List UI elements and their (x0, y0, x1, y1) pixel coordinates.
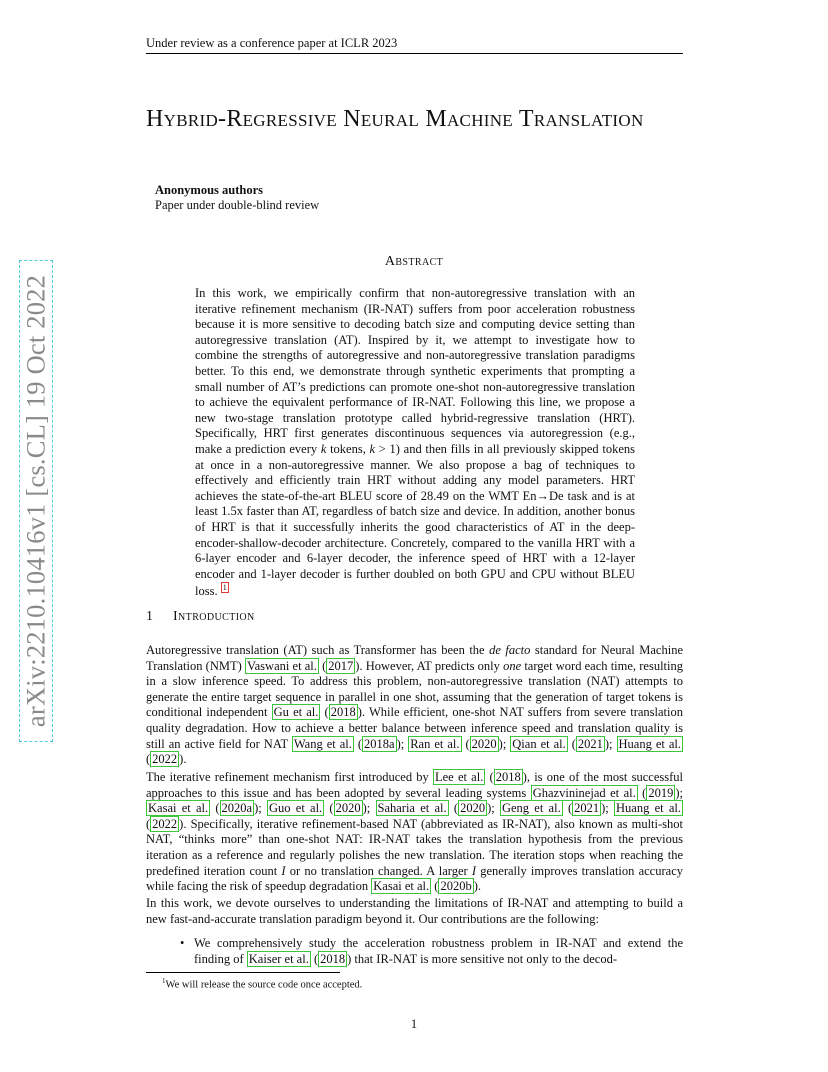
citation-link[interactable]: Huang et al. (616, 801, 682, 816)
text-run: ( (146, 752, 151, 767)
emphasis-text: I (471, 863, 477, 878)
citation-link[interactable]: 2017 (328, 658, 354, 673)
intro-paragraph-1 (146, 643, 683, 768)
section-heading (146, 609, 255, 625)
citation-link[interactable]: 2021 (574, 801, 600, 816)
footnote-text: We will release the source code once accepted. (165, 979, 363, 991)
abstract-part-1: In this work, we empirically confirm that non-autoregressive translation with an iterative refinement mechanism (IR-NAT) suffers from poor acceleration robustness because it is more sensitive to decoding batch size and computing device setting than autoregressive translation (AT). Inspired by it, we attempt to investigate how to combine the strengths of autoregressive and non-autoregressive translation paradigms better. To this end, we demonstrate through synthetic experiments that prompting a small number of AT’s predictions can promote one-shot non-autoregressive translation to achieve the equivalent performance of IR-NAT. Following this line, we propose a new two-stage translation prototype called hybrid-regressive translation (HRT). Specifically, HRT first generates discontinuous sequences via autoregression (e.g., make a prediction every (195, 286, 635, 456)
text-run: ); (604, 736, 617, 751)
citation-link[interactable]: Guo et al. (269, 801, 323, 816)
citation-link[interactable]: 2022 (152, 752, 178, 767)
citation-link[interactable]: 2018a (364, 736, 395, 751)
text-run: ); (601, 801, 615, 816)
text-run: ( (448, 801, 459, 816)
text-run: ( (320, 705, 329, 720)
page-number: 1 (410, 1017, 418, 1031)
text-run: generally improves translation accuracy while facing the risk of speedup degradation (146, 863, 683, 894)
author-block (155, 183, 319, 213)
text-run: target word each time, resulting in a slow inference speed. To address this problem, non-autoregressive translation (NAT) attempts to generate the entire target sequence in parallel in one shot, assuming that the generation of target tokens is conditional independent (146, 658, 683, 720)
footnote-link[interactable]: 1 (222, 583, 227, 593)
text-run: or no translation changed. A larger (285, 863, 472, 878)
footnote-rule (146, 972, 340, 973)
text-run: standard for Neural Machine Translation (NMT) (146, 643, 683, 673)
text-run: ( (637, 785, 647, 800)
text-run: ) that IR-NAT is more sensitive not only to the decod- (347, 951, 617, 966)
text-run: ). (473, 879, 482, 894)
text-run: ), is one of the most successful approaches to this issue and has been adopted by several leading systems (146, 770, 683, 800)
math-k: k (369, 441, 376, 456)
citation-link[interactable]: Lee et al. (435, 770, 484, 784)
footnote (162, 977, 362, 991)
text-run: ( (485, 770, 494, 784)
text-run: Autoregressive translation (AT) such as Transformer has been the (146, 643, 490, 657)
text-run: ); (362, 801, 376, 816)
text-run: ); (675, 785, 683, 800)
author-name: Anonymous authors (155, 183, 264, 197)
abstract-part-3: > 1) and then fills in all previously skipped tokens at once in a non-autoregressive manner. We also propose a bag of techniques to effectively and efficiently train HRT without adding any model parameters. HRT achieves the state-of-the-art BLEU score of 28.49 on the WMT En→De task and is at least 1.5x faster than AT, regardless of batch size and device. In addition, another bonus of HRT is that it successfully inherits the good characteristics of AT in the deep-encoder-shallow-decoder architecture. Concretely, compared to the vanilla HRT with a 6-layer encoder and 6-layer decoder, the inference speed of HRT with a 12-layer encoder and 1-layer decoder is further doubled on both GPU and CPU without BLEU loss. (195, 441, 635, 599)
citation-link[interactable]: 2020b (440, 879, 472, 894)
header-rule (146, 53, 683, 54)
abstract-text (195, 286, 635, 600)
section-title: Introduction (173, 609, 255, 624)
text-run: ( (431, 879, 439, 894)
contribution-bullet (170, 936, 683, 967)
review-note: Paper under double-blind review (155, 198, 320, 212)
citation-link[interactable]: 2018 (495, 770, 521, 784)
text-run: ( (318, 658, 327, 673)
math-k: k (320, 441, 327, 456)
text-run: ). However, AT predicts only (355, 658, 504, 673)
section-number: 1 (146, 609, 154, 624)
footnote-number: 1 (162, 977, 166, 985)
citation-link[interactable]: Kasai et al. (373, 879, 430, 894)
running-header: Under review as a conference paper at ICLR 2023 (146, 36, 398, 50)
abstract-part-2: tokens, (326, 441, 370, 456)
citation-link[interactable]: Kasai et al. (148, 801, 209, 816)
emphasis-text: I (281, 863, 286, 878)
citation-link[interactable]: Vaswani et al. (246, 658, 317, 673)
arxiv-identifier-link[interactable] (19, 260, 53, 742)
text-run: ( (310, 951, 319, 966)
bullet-icon: • (180, 936, 185, 950)
intro-paragraph-3: In this work, we devote ourselves to understanding the limitations of IR-NAT and attempting to build a new fast-and-accurate translation paradigm beyond it. Our contributions are the following: (146, 896, 683, 926)
bullet-text (194, 936, 683, 967)
text-run: ( (210, 801, 220, 816)
text-run: ); (487, 801, 500, 816)
citation-link[interactable]: 2020a (221, 801, 253, 816)
text-run: ( (353, 736, 363, 751)
abstract-heading: Abstract (384, 254, 444, 269)
text-run: ( (567, 736, 576, 751)
citation-link[interactable]: Gu et al. (273, 705, 319, 720)
text-run: ( (562, 801, 573, 816)
citation-link[interactable]: Kaiser et al. (248, 951, 309, 966)
emphasis-text: de facto (489, 643, 531, 657)
text-run: ). (179, 752, 187, 767)
citation-link[interactable]: Geng et al. (501, 801, 561, 816)
citation-link[interactable]: 2020 (460, 801, 486, 816)
emphasis-text: one (503, 658, 522, 673)
text-run: ); (254, 801, 267, 816)
text-run: ( (461, 736, 470, 751)
citation-link[interactable]: 2020 (335, 801, 361, 816)
intro-paragraph-2 (146, 770, 683, 895)
text-run: ); (498, 736, 511, 751)
citation-link[interactable]: 2021 (577, 736, 603, 751)
citation-link[interactable]: Huang et al. (618, 736, 681, 751)
text-run: ). While efficient, one-shot NAT suffers from severe translation quality degradation. How to achieve a better balance between inference speed and translation quality is still an active field for NAT (146, 705, 684, 751)
citation-link[interactable]: 2020 (471, 736, 497, 751)
text-run: We comprehensively study the acceleration robustness problem in IR-NAT and extend the finding of (194, 936, 683, 966)
citation-link[interactable]: Ghazvininejad et al. (532, 785, 636, 800)
citation-link[interactable]: 2018 (320, 951, 346, 966)
paper-title: Hybrid-Regressive Neural Machine Translation (146, 106, 644, 132)
citation-link[interactable]: Ran et al. (410, 736, 460, 751)
citation-link[interactable]: 2018 (330, 705, 356, 720)
arxiv-identifier-text: arXiv:2210.10416v1 [cs.CL] 19 Oct 2022 (20, 274, 51, 728)
text-run: The iterative refinement mechanism first introduced by (146, 770, 433, 784)
citation-link[interactable]: 2019 (648, 785, 674, 800)
text-run: ( (324, 801, 334, 816)
citation-link[interactable]: Qian et al. (512, 736, 566, 751)
text-run: ). Specifically, iterative refinement-based NAT (abbreviated as IR-NAT), also known as multi-shot NAT, “thinks more” than one-shot NAT: IR-NAT takes the translation hypothesis from the previous iteration as a reference and regularly polishes the new translation. The iteration stops when reaching the predefined iteration count (146, 816, 683, 878)
citation-link[interactable]: Saharia et al. (377, 801, 447, 816)
citation-link[interactable]: 2022 (152, 816, 178, 831)
citation-link[interactable]: Wang et al. (293, 736, 352, 751)
text-run: ); (396, 736, 409, 751)
text-run: ( (146, 816, 151, 831)
